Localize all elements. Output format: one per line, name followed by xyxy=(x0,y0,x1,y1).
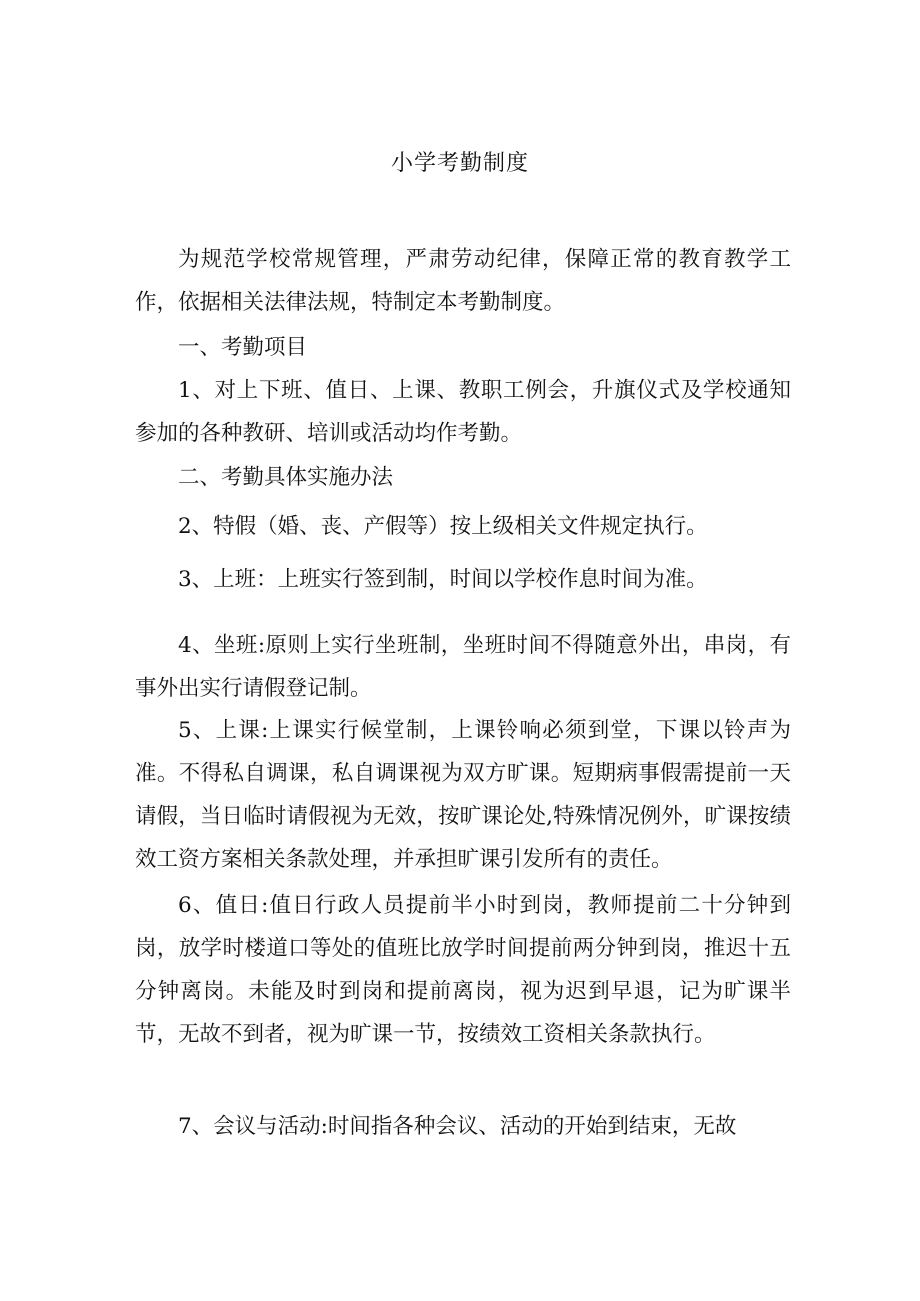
clause-7: 7、会议与活动:时间指各种会议、活动的开始到结束，无故 xyxy=(178,1114,737,1139)
clause-3: 3、上班：上班实行签到制，时间以学校作息时间为准。 xyxy=(178,567,708,592)
clause-6: 6、值日:值日行政人员提前半小时到岗，教师提前二十分钟到岗，放学时楼道口等处的值班比放学时间提前两分钟到岗，推迟十五分钟离岗。未能及时到岗和提前离岗，视为迟到早退，记为旷课半节，无故不到者，视为旷课一节，按绩效工资相关条款执行。 xyxy=(135,893,791,1047)
clause-4: 4、坐班:原则上实行坐班制，坐班时间不得随意外出，串岗，有事外出实行请假登记制。 xyxy=(135,633,791,701)
clause-2: 2、特假（婚、丧、产假等）按上级相关文件规定执行。 xyxy=(178,514,708,539)
section-heading-2: 二、考勤具体实施办法 xyxy=(178,465,394,490)
section-heading-1: 一、考勤项目 xyxy=(178,335,308,360)
clause-5: 5、上课:上课实行候堂制，上课铃响必须到堂，下课以铃声为准。不得私自调课，私自调课视为双方旷课。短期病事假需提前一天请假，当日临时请假视为无效，按旷课论处,特殊情况例外，旷课按绩效工资方案相关条款处理，并承担旷课引发所有的责任。 xyxy=(135,718,791,872)
intro-paragraph: 为规范学校常规管理，严肃劳动纪律，保障正常的教育教学工作，依据相关法律法规，特制定本考勤制度。 xyxy=(135,247,791,315)
document-title: 小学考勤制度 xyxy=(390,151,529,176)
clause-1: 1、对上下班、值日、上课、教职工例会，升旗仪式及学校通知参加的各种教研、培训或活动均作考勤。 xyxy=(135,378,791,446)
